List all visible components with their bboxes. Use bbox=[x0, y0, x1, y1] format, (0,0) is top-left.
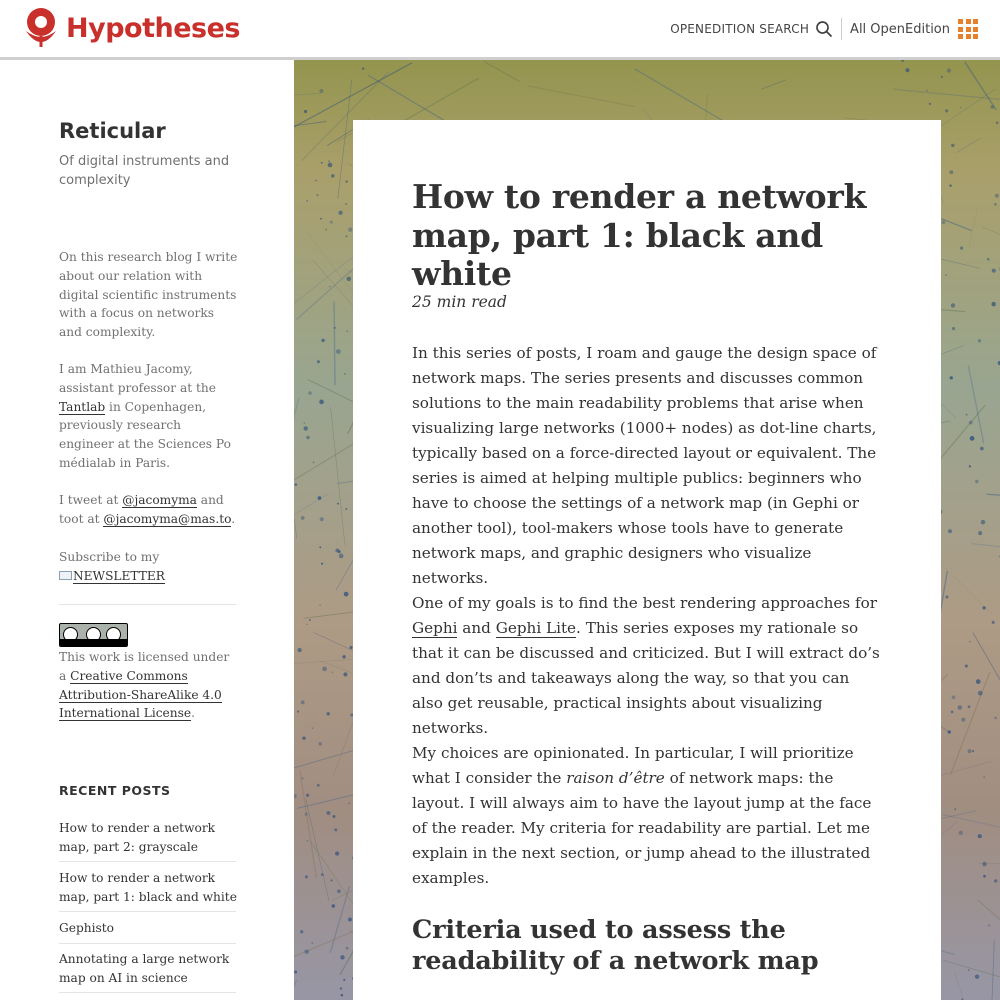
gephi-link[interactable]: Gephi bbox=[412, 619, 458, 637]
search-icon[interactable] bbox=[815, 20, 833, 38]
recent-posts-heading: RECENT POSTS bbox=[59, 783, 171, 798]
top-nav bbox=[670, 18, 978, 40]
top-bar bbox=[0, 0, 1000, 60]
bio-text: I am Mathieu Jacomy, assistant professor at the Tantlab in Copenhagen, previously research engineer at the Sciences Po médialab in Paris. bbox=[59, 362, 231, 470]
license-text: This work is licensed under a Creative Commons Attribution-ShareAlike 4.0 International License. bbox=[59, 650, 230, 721]
twitter-link[interactable]: @jacomyma bbox=[122, 493, 197, 507]
section-heading: Criteria used to assess the readability of a network map bbox=[412, 915, 819, 976]
paragraph-goals: One of my goals is to find the best rendering approaches for Gephi and Gephi Lite. This series exposes my rationale so that it can be discussed and criticized. But I will extract do’s and don’ts and takeaways along the way, so that you can also get reusable, practical insights about visualizing networks. bbox=[412, 594, 880, 737]
openedition-search-link[interactable]: OPENEDITION SEARCH bbox=[670, 22, 810, 36]
post-title: How to render a network map, part 1: black and white bbox=[412, 177, 867, 293]
license-link[interactable]: Creative Commons Attribution-ShareAlike 4.0 International License bbox=[59, 668, 222, 721]
paragraph-opinion: My choices are opinionated. In particular, I will prioritize what I consider the raison d’être of network maps: the layout. I will always aim to have the layout jump at the face of the reader. My criteria for readability are partial. Let me explain in the next section, or jump ahead to the illustrated examples. bbox=[412, 744, 872, 887]
tantlab-link[interactable]: Tantlab bbox=[59, 399, 106, 414]
site-description: Of digital instruments and complexity bbox=[59, 154, 230, 188]
mastodon-link[interactable]: @jacomyma@mas.to bbox=[103, 511, 232, 526]
all-openedition-link[interactable]: All OpenEdition bbox=[850, 21, 950, 37]
paragraph-intro: In this series of posts, I roam and gauge the design space of network maps. The series presents and discusses common solutions to the main readability problems that arise when visualizing large networks (1000+ nodes) as dot-line charts, typically based on a force-directed layout or equivalent. The series is aimed at helping multiple publics: beginners who have to choose the settings of a network map (in Gephi or another tool), tool-makers whose tools have to generate network maps, and graphic designers who visualize networks. bbox=[412, 344, 877, 587]
cc-by-sa-badge[interactable] bbox=[59, 623, 128, 647]
site-title[interactable]: Reticular bbox=[59, 119, 166, 143]
hypotheses-flower-icon bbox=[22, 7, 60, 49]
subscribe-text: Subscribe to my NEWSLETTER bbox=[59, 550, 165, 583]
gephi-lite-link[interactable]: Gephi Lite bbox=[495, 619, 577, 637]
recent-post-link[interactable]: Annotating a large network map on AI in science bbox=[59, 952, 230, 985]
recent-divider bbox=[59, 992, 236, 993]
envelope-icon bbox=[59, 571, 72, 580]
article-card bbox=[353, 120, 941, 1000]
read-time: 25 min read bbox=[412, 293, 507, 311]
apps-grid-icon[interactable] bbox=[958, 19, 978, 39]
social-text: I tweet at @jacomyma and toot at @jacomyma@mas.to. bbox=[59, 493, 236, 526]
newsletter-link[interactable]: NEWSLETTER bbox=[73, 568, 165, 583]
recent-post-link[interactable]: How to render a network map, part 1: black and white bbox=[59, 871, 237, 904]
hypotheses-logo[interactable] bbox=[22, 7, 240, 49]
brand-name: Hypotheses bbox=[66, 12, 240, 44]
recent-divider bbox=[59, 943, 236, 944]
nav-divider bbox=[841, 18, 842, 40]
about-text: On this research blog I write about our relation with digital scientific instruments with a focus on networks and complexity. bbox=[59, 250, 238, 340]
recent-post-link[interactable]: How to render a network map, part 2: grayscale bbox=[59, 821, 216, 854]
recent-post-link[interactable]: Gephisto bbox=[59, 921, 114, 935]
sidebar-divider bbox=[59, 604, 236, 605]
recent-divider bbox=[59, 911, 236, 912]
recent-divider bbox=[59, 861, 236, 862]
